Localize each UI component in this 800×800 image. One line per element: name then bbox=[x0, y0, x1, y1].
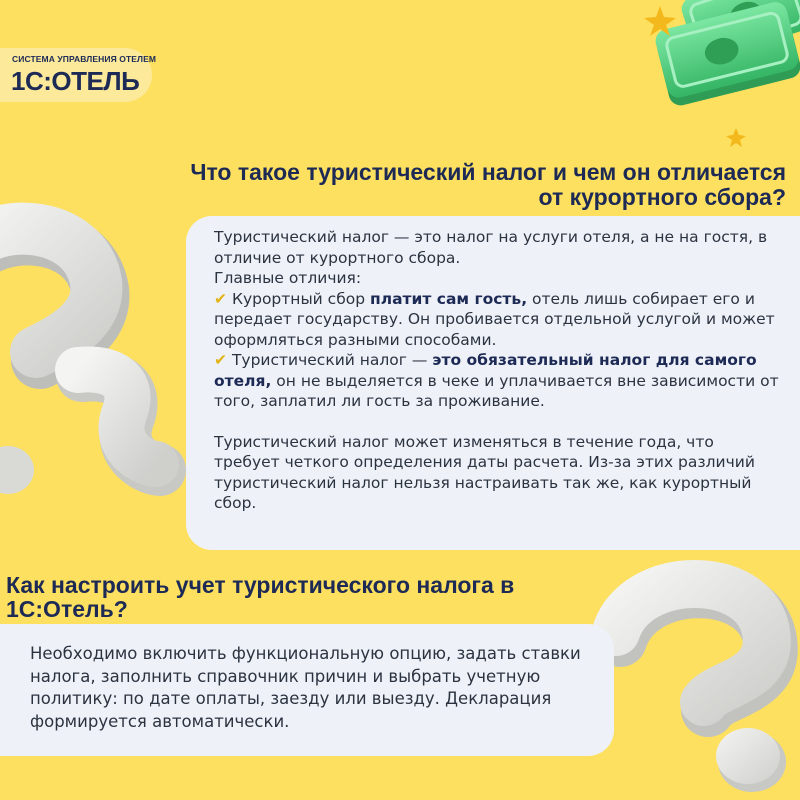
section1-point1 bbox=[214, 289, 784, 351]
section1-differences-title: Главные отличия: bbox=[214, 269, 362, 287]
section1-point2 bbox=[214, 350, 784, 412]
section1-card-text bbox=[214, 227, 784, 514]
money-bill-3d bbox=[653, 0, 800, 108]
point2-rest: он не выделяется в чеке и уплачивается вне зависимости от того, заплатил ли гость за проживание. bbox=[214, 371, 779, 410]
section1-intro: Туристический налог — это налог на услуги отеля, а не на гостя, в отличие от курортного сбора. bbox=[214, 228, 768, 267]
section1-heading-line2: от курортного сбора? bbox=[538, 184, 786, 210]
section2-body: Необходимо включить функциональную опцию, задать ставки налога, заполнить справочник причин и выбрать учетную политику: по дате оплаты, заезду или выезду. Декларация формируется автоматически. bbox=[30, 644, 581, 731]
section2-heading-line2: 1С:Отель? bbox=[6, 596, 128, 622]
question-mark-3d bbox=[0, 229, 160, 494]
point1-lead: Курортный сбор bbox=[231, 289, 371, 308]
checkmark-icon: ✔ bbox=[214, 289, 227, 308]
point1-rest: отель лишь собирает его и передает государству. Он пробивается отдельной услугой и может оформляться разными способами. bbox=[214, 289, 775, 349]
sparkle-star-icon bbox=[726, 128, 746, 147]
section2-heading bbox=[6, 573, 586, 621]
section1-heading-line1: Что такое туристический налог и чем он отличается bbox=[190, 159, 786, 185]
point1-bold: платит сам гость, bbox=[370, 289, 528, 308]
logo-subtitle: СИСТЕМА УПРАВЛЕНИЯ ОТЕЛЕМ bbox=[12, 54, 157, 64]
question-mark-3d bbox=[616, 584, 786, 792]
point2-lead: Туристический налог — bbox=[231, 351, 433, 369]
section2-heading-line1: Как настроить учет туристического налога в bbox=[6, 572, 515, 598]
logo-name: 1С:ОТЕЛЬ bbox=[11, 66, 140, 96]
checkmark-icon: ✔ bbox=[214, 351, 227, 369]
section1-heading bbox=[106, 160, 786, 210]
point2-bold: это обязательный налог для самого отеля, bbox=[214, 351, 757, 390]
section1-conclusion: Туристический налог может изменяться в течение года, что требует четкого определения даты расчета. Из-за этих различий туристический налог нельзя настраивать так же, как курортный сбор. bbox=[214, 432, 755, 512]
